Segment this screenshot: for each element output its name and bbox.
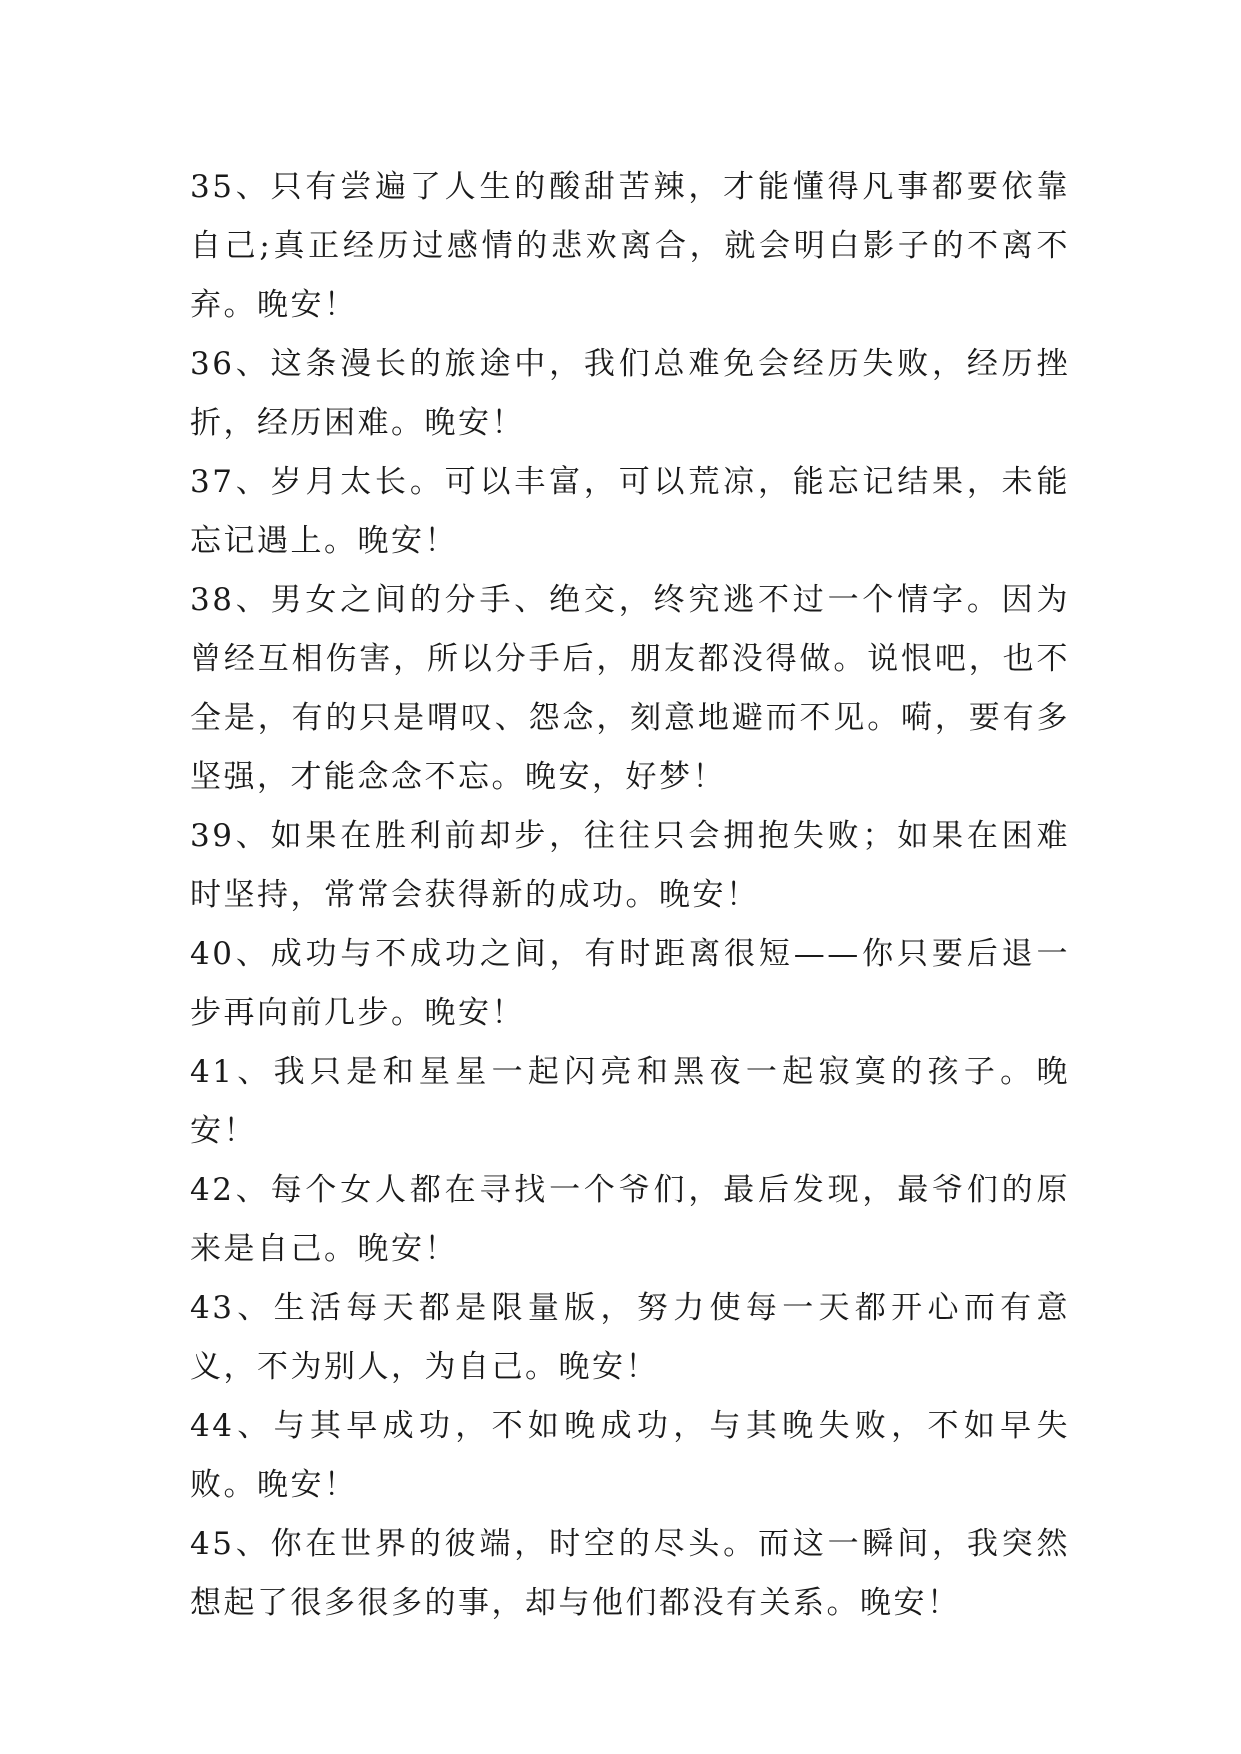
document-body (190, 158, 1070, 1633)
entry-42: 42、每个女人都在寻找一个爷们，最后发现，最爷们的原来是自己。晚安！ (190, 1172, 1070, 1267)
entry-35: 35、只有尝遍了人生的酸甜苦辣，才能懂得凡事都要依靠自己;真正经历过感情的悲欢离合，就会明白影子的不离不弃。晚安！ (190, 169, 1070, 323)
entry-36: 36、这条漫长的旅途中，我们总难免会经历失败，经历挫折，经历困难。晚安！ (190, 346, 1070, 441)
entry-38: 38、男女之间的分手、绝交，终究逃不过一个情字。因为曾经互相伤害，所以分手后，朋友都没得做。说恨吧，也不全是，有的只是喟叹、怨念，刻意地避而不见。嗬，要有多坚强，才能念念不忘。晚安，好梦！ (190, 582, 1070, 795)
entry-37: 37、岁月太长。可以丰富，可以荒凉，能忘记结果，未能忘记遇上。晚安！ (190, 464, 1070, 559)
entry-43: 43、生活每天都是限量版，努力使每一天都开心而有意义，不为别人，为自己。晚安！ (190, 1290, 1070, 1385)
entry-44: 44、与其早成功，不如晚成功，与其晚失败，不如早失败。晚安！ (190, 1408, 1070, 1503)
entry-39: 39、如果在胜利前却步，往往只会拥抱失败；如果在困难时坚持，常常会获得新的成功。晚安！ (190, 818, 1070, 913)
entry-41: 41、我只是和星星一起闪亮和黑夜一起寂寞的孩子。晚安！ (190, 1054, 1070, 1149)
entry-40: 40、成功与不成功之间，有时距离很短——你只要后退一步再向前几步。晚安！ (190, 936, 1070, 1031)
entry-45: 45、你在世界的彼端，时空的尽头。而这一瞬间，我突然想起了很多很多的事，却与他们都没有关系。晚安！ (190, 1526, 1070, 1621)
